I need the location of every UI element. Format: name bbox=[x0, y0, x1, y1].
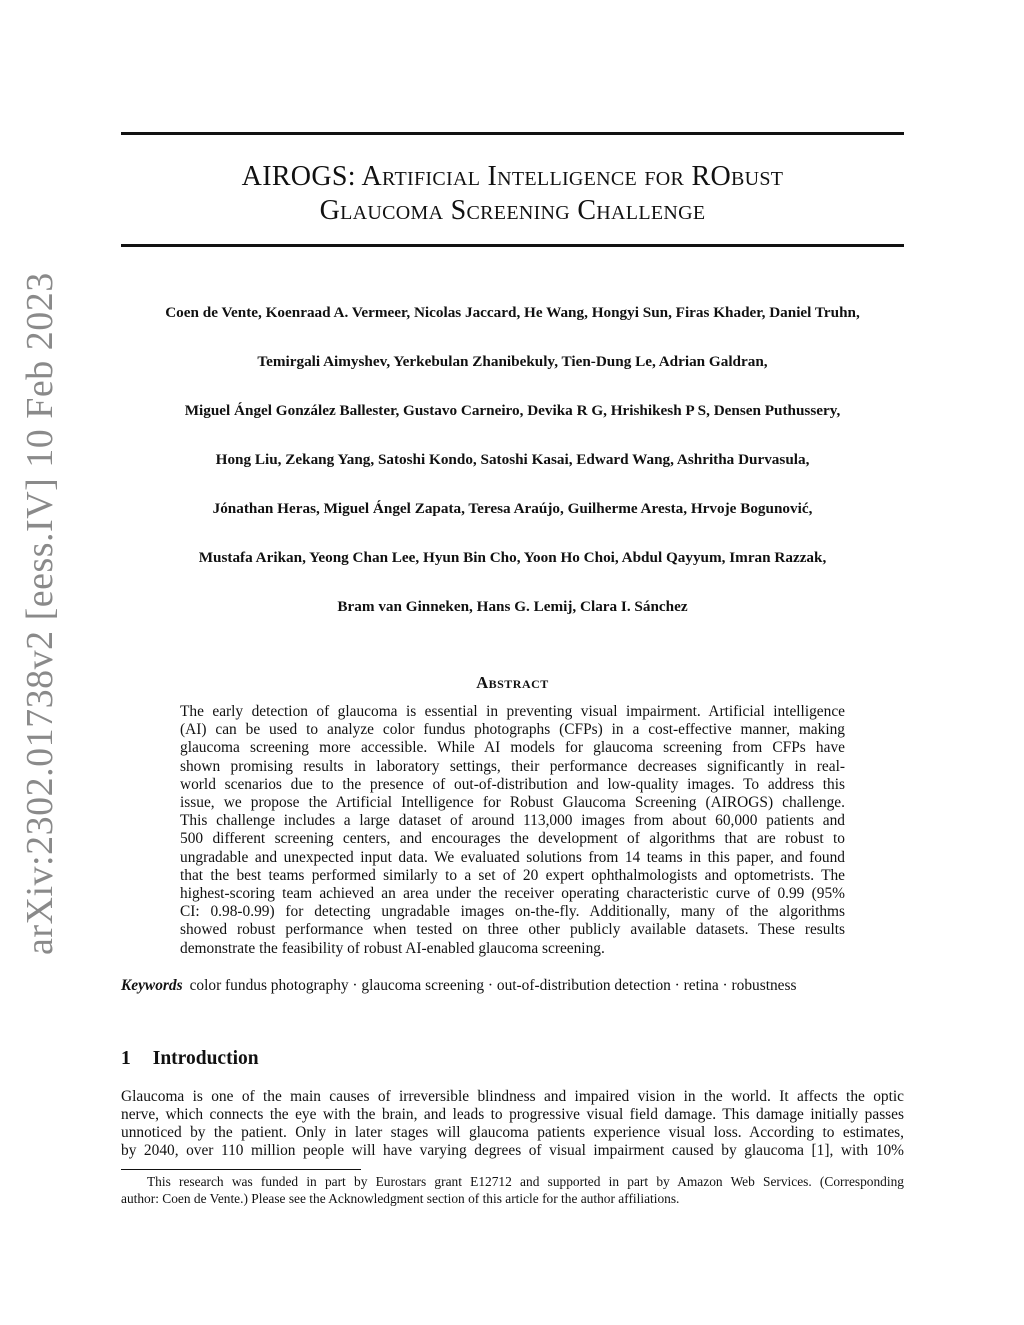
keywords-label: Keywords bbox=[121, 977, 183, 994]
title-rule-bottom bbox=[121, 244, 904, 247]
abstract-line: CI: 0.98-0.99) for detecting ungradable images on-the-fly. Additionally, many of the algorithms bbox=[180, 903, 845, 921]
arxiv-identifier-stamp: arXiv:2302.01738v2 [eess.IV] 10 Feb 2023 bbox=[19, 272, 61, 955]
section-number: 1 bbox=[121, 1048, 131, 1069]
section-title: Introduction bbox=[152, 1048, 259, 1069]
abstract-line: The early detection of glaucoma is essential in preventing visual impairment. Artificial intelligence bbox=[180, 703, 845, 720]
abstract-line: ungradable and unexpected input data. We evaluated solutions from 14 teams in this paper, and found bbox=[180, 848, 845, 866]
introduction-line: by 2040, over 110 million people will have varying degrees of visual impairment caused by glaucoma [1], with 10% bbox=[121, 1142, 904, 1160]
abstract-line: highest-scoring team achieved an area under the receiver operating characteristic curve of 0.99 (95% bbox=[180, 885, 845, 903]
abstract-heading: Abstract bbox=[476, 673, 549, 692]
introduction-body bbox=[121, 1088, 904, 1160]
abstract-line: (AI) can be used to analyze color fundus photographs (CFPs) in a cost-effective manner, making bbox=[180, 721, 845, 739]
author-line: Coen de Vente, Koenraad A. Vermeer, Nicolas Jaccard, He Wang, Hongyi Sun, Firas Khader, Daniel Truhn, bbox=[165, 304, 860, 321]
footnote-line: author: Coen de Vente.) Please see the Acknowledgment section of this article for the author affiliations. bbox=[121, 1190, 680, 1206]
abstract-line: glaucoma screening more accessible. While AI models for glaucoma screening from CFPs have bbox=[180, 739, 845, 757]
author-list bbox=[100, 303, 925, 646]
abstract-line: showed robust performance when tested on three other publicly available datasets. These results bbox=[180, 921, 845, 939]
paper-title-line-1: AIROGS: Artificial Intelligence for RObust bbox=[241, 161, 784, 192]
paper-title-line-2: Glaucoma Screening Challenge bbox=[319, 195, 706, 226]
author-line: Mustafa Arikan, Yeong Chan Lee, Hyun Bin Cho, Yoon Ho Choi, Abdul Qayyum, Imran Razzak, bbox=[198, 549, 827, 566]
keywords-text: color fundus photography · glaucoma screening · out-of-distribution detection · retina · robustness bbox=[189, 977, 797, 994]
introduction-line: Glaucoma is one of the main causes of irreversible blindness and impaired vision in the world. It affects the optic bbox=[121, 1088, 904, 1105]
paper-title bbox=[121, 160, 904, 228]
footnote-rule bbox=[121, 1169, 361, 1170]
abstract-line: issue, we propose the Artificial Intelligence for Robust Glaucoma Screening (AIROGS) challenge. bbox=[180, 794, 845, 812]
section-heading-introduction bbox=[121, 1048, 259, 1070]
author-line: Temirgali Aimyshev, Yerkebulan Zhanibekuly, Tien-Dung Le, Adrian Galdran, bbox=[257, 353, 768, 370]
introduction-line: unnoticed by the patient. Only in later stages will glaucoma patients experience visual loss. According to estimates, bbox=[121, 1124, 904, 1142]
abstract-body bbox=[180, 703, 845, 958]
author-line: Jónathan Heras, Miguel Ángel Zapata, Teresa Araújo, Guilherme Aresta, Hrvoje Bogunović, bbox=[212, 500, 813, 517]
keywords bbox=[121, 977, 797, 995]
author-line: Hong Liu, Zekang Yang, Satoshi Kondo, Satoshi Kasai, Edward Wang, Ashritha Durvasula, bbox=[215, 451, 810, 468]
abstract-line: that the best teams performed similarly to a set of 20 expert ophthalmologists and optometrists. The bbox=[180, 866, 845, 884]
author-line: Miguel Ángel González Ballester, Gustavo Carneiro, Devika R G, Hrishikesh P S, Densen Puthussery, bbox=[184, 402, 841, 419]
abstract-line: This challenge includes a large dataset of around 113,000 images from about 60,000 patients and bbox=[180, 812, 845, 830]
abstract-line: world scenarios due to the presence of out-of-distribution and low-quality images. To address this bbox=[180, 775, 845, 793]
title-rule-top bbox=[121, 132, 904, 135]
footnote-line: This research was funded in part by Eurostars grant E12712 and supported in part by Amazon Web Services. (Corresponding bbox=[147, 1174, 904, 1189]
author-line: Bram van Ginneken, Hans G. Lemij, Clara I. Sánchez bbox=[337, 598, 688, 615]
introduction-line: nerve, which connects the eye with the brain, and leads to progressive visual field damage. This damage initially passes bbox=[121, 1106, 904, 1124]
abstract-line: demonstrate the feasibility of robust AI-enabled glaucoma screening. bbox=[180, 939, 605, 957]
abstract-line: shown promising results in laboratory settings, their performance decreases significantly in real- bbox=[180, 757, 845, 775]
footnote bbox=[121, 1174, 904, 1207]
abstract-line: 500 different screening centers, and encourages the development of algorithms that are robust to bbox=[180, 830, 845, 848]
